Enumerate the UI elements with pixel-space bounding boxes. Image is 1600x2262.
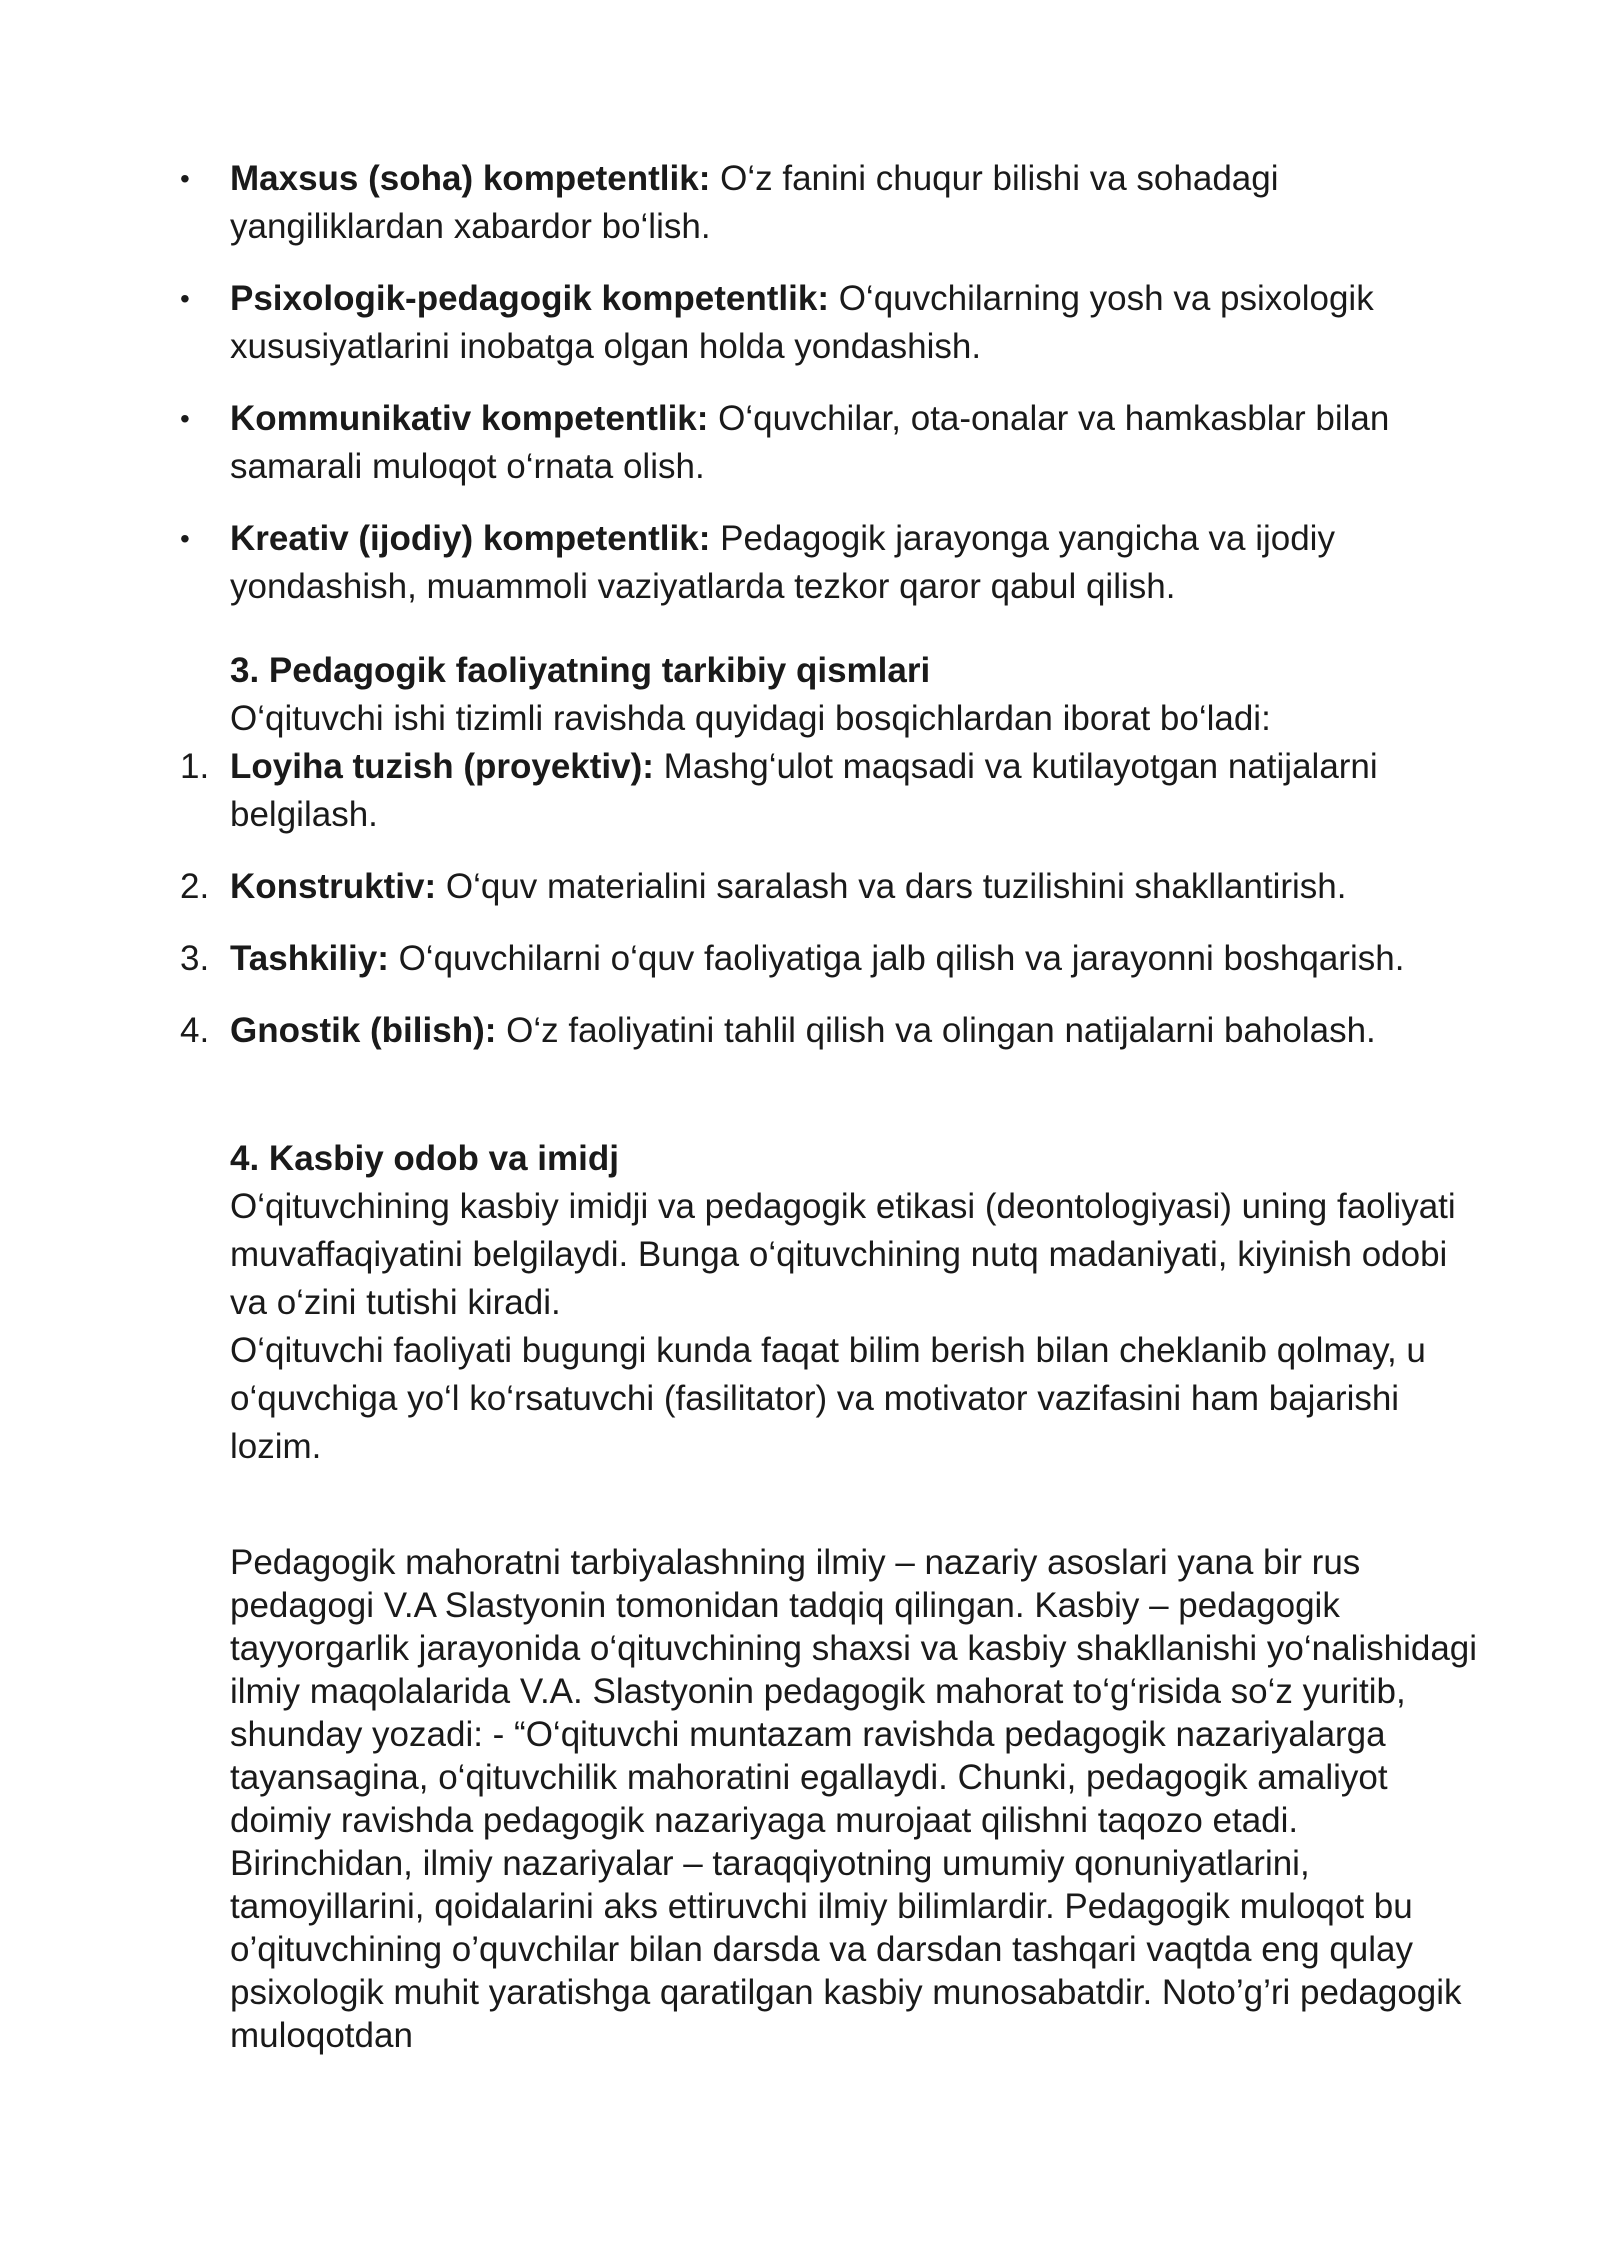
body-paragraph: Pedagogik mahoratni tarbiyalashning ilmiy – nazariy asoslari yana bir rus pedagogi V.A Slastyonin tomonidan tadqiq qilingan. Kasbiy – pedagogik tayyorgarlik jarayonida o‘qituvchining shaxsi va kasbiy shakllanishi yo‘nalishidagi ilmiy maqolalarida V.A. Slastyonin pedagogik mahorat to‘g‘risida so‘z yuritib, shunday yozadi: - “O‘qituvchi muntazam ravishda pedagogik nazariyalarga tayansagina, o‘qituvchilik mahoratini egallaydi. Chunki, pedagogik amaliyot doimiy ravishda pedagogik nazariyaga murojaat qilishni taqozo etadi. Birinchidan, ilmiy nazariyalar – taraqqiyotning umumiy qonuniyatlarini, tamoyillarini, qoidalarini aks ettiruvchi ilmiy bilimlardir. Pedagogik muloqot bu o’qituvchining o’quvchilar bilan darsda va darsdan tashqari vaqtda eng qulay psixologik muhit yaratishga qaratilgan kasbiy munosabatdir. Noto’g’ri pedagogik muloqotdan: [230, 1543, 1478, 2055]
competence-text: O‘z fanini chuqur bilishi va sohadagi yangiliklardan xabardor bo‘lish.: [230, 159, 1279, 246]
competence-term: Psixologik-pedagogik kompetentlik:: [230, 279, 829, 318]
step-term: Tashkiliy:: [230, 939, 389, 978]
step-term: Loyiha tuzish (proyektiv):: [230, 747, 654, 786]
section-4-paragraph: O‘qituvchi faoliyati bugungi kunda faqat bilim berish bilan cheklanib qolmay, u o‘quvchiga yo‘l ko‘rsatuvchi (fasilitator) va motivator vazifasini ham bajarishi lozim.: [230, 1331, 1426, 1466]
step-number: 3.: [180, 939, 210, 978]
competence-list: [230, 155, 1480, 611]
step-number: 4.: [180, 1011, 210, 1050]
step-text: O‘z faoliyatini tahlil qilish va olingan natijalarni baholash.: [496, 1011, 1376, 1050]
step-text: Mashg‘ulot maqsadi va kutilayotgan natijalarni belgilash.: [230, 747, 1378, 834]
step-term: Gnostik (bilish):: [230, 1011, 497, 1050]
competence-term: Kreativ (ijodiy) kompetentlik:: [230, 519, 711, 558]
list-item: [230, 275, 1480, 371]
section-3-heading: 3. Pedagogik faoliyatning tarkibiy qismlari: [230, 651, 931, 690]
list-item: [180, 1007, 1480, 1055]
steps-list: [180, 743, 1480, 1055]
competence-term: Maxsus (soha) kompetentlik:: [230, 159, 711, 198]
list-item: [230, 155, 1480, 251]
step-text: O‘quv materialini saralash va dars tuzilishini shakllantirish.: [436, 867, 1347, 906]
competence-text: Pedagogik jarayonga yangicha va ijodiy yondashish, muammoli vaziyatlarda tezkor qaror qabul qilish.: [230, 519, 1335, 606]
section-4: [230, 1135, 1480, 1471]
section-3-intro: O‘qituvchi ishi tizimli ravishda quyidagi bosqichlardan iborat bo‘ladi:: [230, 699, 1271, 738]
competence-term: Kommunikativ kompetentlik:: [230, 399, 709, 438]
list-item: [230, 515, 1480, 611]
section-4-paragraph: O‘qituvchining kasbiy imidji va pedagogik etikasi (deontologiyasi) uning faoliyati muvaffaqiyatini belgilaydi. Bunga o‘qituvchining nutq madaniyati, kiyinish odobi va o‘zini tutishi kiradi.: [230, 1187, 1456, 1322]
competence-text: O‘quvchilar, ota-onalar va hamkasblar bilan samarali muloqot o‘rnata olish.: [230, 399, 1390, 486]
list-item: [180, 935, 1480, 983]
step-text: O‘quvchilarni o‘quv faoliyatiga jalb qilish va jarayonni boshqarish.: [388, 939, 1405, 978]
step-term: Konstruktiv:: [230, 867, 437, 906]
step-number: 2.: [180, 867, 210, 906]
list-item: [180, 863, 1480, 911]
section-4-heading: 4. Kasbiy odob va imidj: [230, 1139, 619, 1178]
section-3: [180, 647, 1480, 1055]
list-item: [230, 395, 1480, 491]
competence-text: O‘quvchilarning yosh va psixologik xususiyatlarini inobatga olgan holda yondashish.: [230, 279, 1374, 366]
list-item: [180, 743, 1480, 839]
step-number: 1.: [180, 747, 210, 786]
